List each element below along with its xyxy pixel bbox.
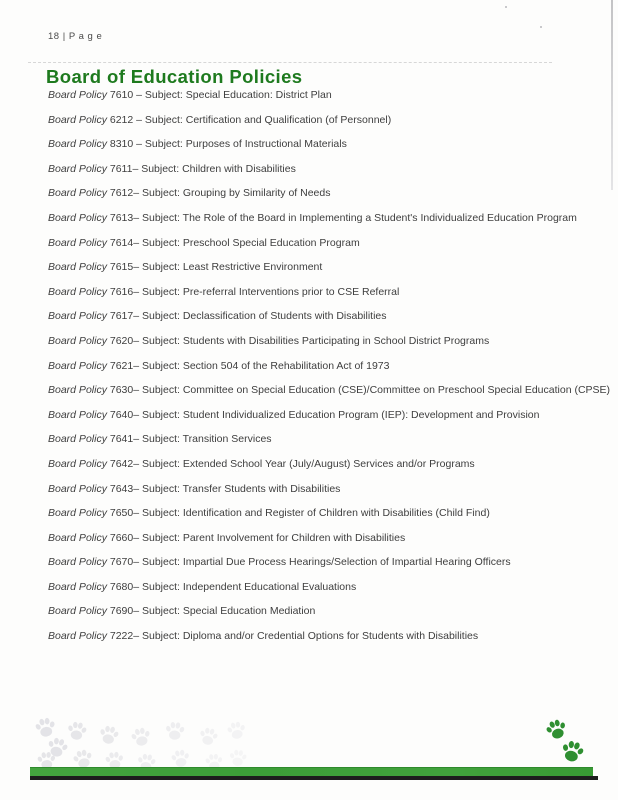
policy-row-text: 7670– Subject: Impartial Due Process Hearings/Selection of Impartial Hearing Officers [106, 556, 511, 569]
policy-row-text: 7621– Subject: Section 504 of the Rehabilitation Act of 1973 [106, 359, 390, 372]
policy-row-prefix: Board Policy [48, 334, 107, 347]
policy-row-text: 8310 – Subject: Purposes of Instructional Materials [106, 138, 347, 151]
policy-row-prefix: Board Policy [48, 408, 107, 421]
paw-print-icon [227, 747, 249, 769]
policy-row [48, 354, 608, 379]
policy-row [48, 83, 608, 108]
policy-row-prefix: Board Policy [48, 162, 107, 175]
policy-row [48, 427, 608, 452]
policy-row-prefix: Board Policy [48, 531, 107, 544]
policy-row-prefix: Board Policy [48, 433, 107, 446]
policy-row-text: 7643– Subject: Transfer Students with Disabilities [106, 482, 341, 495]
policy-row [48, 403, 608, 428]
policy-row-text: 7612– Subject: Grouping by Similarity of Needs [106, 187, 331, 200]
policy-row-text: 7620– Subject: Students with Disabilities Participating in School District Programs [106, 334, 490, 347]
policy-row [48, 501, 608, 526]
policy-row-prefix: Board Policy [48, 285, 107, 298]
policy-row [48, 550, 608, 575]
policy-row-text: 6212 – Subject: Certification and Qualification (of Personnel) [106, 113, 392, 126]
policy-row-text: 7642– Subject: Extended School Year (July/August) Services and/or Programs [106, 457, 475, 470]
policy-row-text: 7610 – Subject: Special Education: District Plan [106, 89, 332, 101]
policy-row [48, 452, 608, 477]
policy-row-prefix: Board Policy [48, 138, 107, 151]
policy-row-text: 7613– Subject: The Role of the Board in Implementing a Student's Individualized Education Program [106, 211, 577, 224]
policy-row-prefix: Board Policy [48, 384, 107, 397]
policy-row-prefix: Board Policy [48, 507, 107, 520]
paw-print-icon [65, 719, 90, 744]
policy-row-prefix: Board Policy [48, 482, 107, 495]
policy-row-text: 7611– Subject: Children with Disabilities [106, 162, 296, 175]
policy-row-prefix: Board Policy [48, 113, 107, 126]
policy-row [48, 526, 608, 551]
policy-row-text: 7650– Subject: Identification and Register of Children with Disabilities (Child Find) [106, 507, 490, 520]
policy-row-prefix: Board Policy [48, 556, 107, 569]
paw-print-icon [163, 719, 186, 742]
policy-row [48, 181, 608, 206]
policy-row [48, 157, 608, 182]
policy-row-text: 7615– Subject: Least Restrictive Environment [106, 261, 323, 274]
policy-row-text: 7222– Subject: Diploma and/or Credential Options for Students with Disabilities [106, 630, 479, 643]
policy-row [48, 206, 608, 231]
policy-row-text: 7680– Subject: Independent Educational Evaluations [106, 580, 357, 593]
policy-row-prefix: Board Policy [48, 580, 107, 593]
policy-row-prefix: Board Policy [48, 211, 107, 224]
paw-print-icon [224, 718, 248, 742]
scan-edge-artifact [611, 0, 613, 190]
policy-row [48, 624, 608, 649]
policy-row-prefix: Board Policy [48, 89, 107, 101]
policy-row-prefix: Board Policy [48, 630, 107, 643]
policy-row-prefix: Board Policy [48, 457, 107, 470]
policy-row-text: 7641– Subject: Transition Services [106, 433, 272, 446]
policy-row [48, 280, 608, 305]
policy-row-text: 7660– Subject: Parent Involvement for Children with Disabilities [106, 531, 406, 544]
policy-row-text: 7616– Subject: Pre-referral Interventions prior to CSE Referral [106, 285, 400, 298]
policy-row [48, 231, 608, 256]
paw-print-icon [557, 736, 587, 766]
policy-row [48, 255, 608, 280]
scan-speck [540, 26, 542, 28]
page-number: 18 | P a g e [48, 31, 103, 42]
paw-print-icon [196, 724, 221, 749]
policy-row [48, 599, 608, 624]
scan-speck [505, 6, 507, 8]
footer-black-bar [30, 776, 598, 780]
policy-row [48, 108, 608, 133]
paw-print-icon [128, 724, 154, 750]
policy-row-prefix: Board Policy [48, 261, 107, 274]
policy-list [48, 83, 611, 649]
policy-row [48, 304, 608, 329]
header-divider [28, 62, 552, 63]
policy-row [48, 378, 611, 403]
policy-row-text: 7690– Subject: Special Education Mediation [106, 605, 316, 618]
policy-row-text: 7617– Subject: Declassification of Students with Disabilities [106, 310, 387, 323]
policy-row-prefix: Board Policy [48, 359, 107, 372]
policy-row [48, 477, 608, 502]
policy-row [48, 132, 608, 157]
policy-row-prefix: Board Policy [48, 236, 107, 249]
policy-row-text: 7640– Subject: Student Individualized Education Program (IEP): Development and Provision [106, 408, 540, 421]
policy-row-prefix: Board Policy [48, 310, 107, 323]
policy-row [48, 329, 608, 354]
policy-row-text: 7614– Subject: Preschool Special Education Program [106, 236, 360, 249]
policy-row [48, 575, 608, 600]
policy-row-prefix: Board Policy [48, 187, 107, 200]
paw-print-icon [96, 722, 121, 747]
policy-row-prefix: Board Policy [48, 605, 107, 618]
policy-row-text: 7630– Subject: Committee on Special Education (CSE)/Committee on Preschool Special Education (CPSE) [106, 384, 611, 397]
footer-green-bar [30, 767, 593, 776]
page-title: Board of Education Policies [46, 66, 303, 87]
